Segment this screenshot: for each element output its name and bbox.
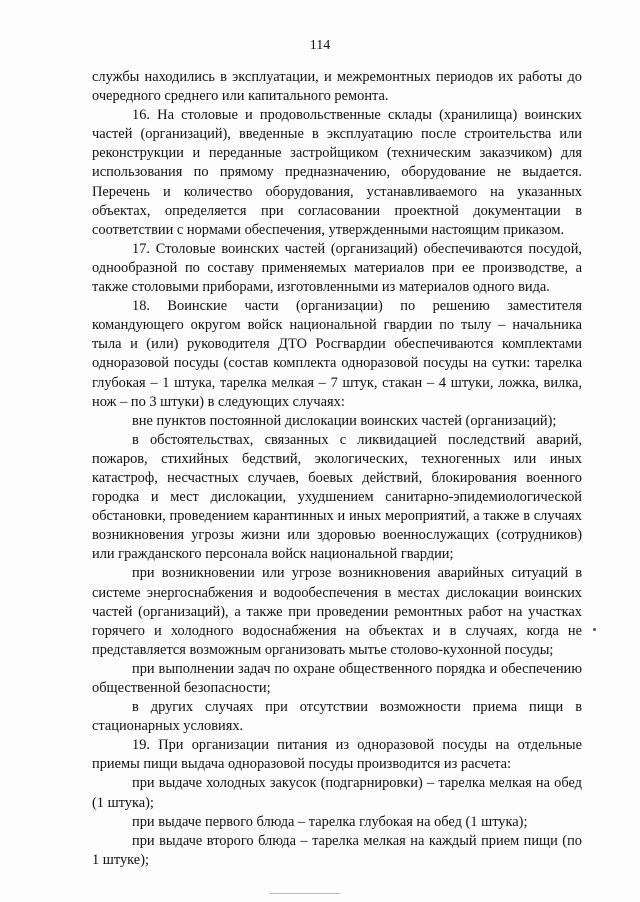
scan-speck bbox=[593, 628, 596, 631]
page-number: 114 bbox=[309, 38, 331, 53]
list-item-public-order: при выполнении задач по охране общественного порядка и обеспечению общественной безопасности; bbox=[92, 660, 582, 696]
list-item-utility-failures: при возникновении или угрозе возникновения аварийных ситуаций в системе энергоснабжения и водообеспечения в местах дислокации воинских частей (организаций), а также при проведении ремонтных работ на участках горячего и холодного водоснабжения на объектах и в случаях, когда не представляется возможным организовать мытье столово-кухонной посуды; bbox=[92, 565, 582, 658]
list-item-emergencies: в обстоятельствах, связанных с ликвидацией последствий аварий, пожаров, стихийных бедствий, экологических, техногенных или иных катастроф, несчастных случаев, боевых действий, блокирования военного городка и мест дислокации, ухудшением санитарно-эпидемиологической обстановки, проведением карантинных и иных мероприятий, а также в случаях возникновения угрозы жизни или здоровью военнослужащих (сотрудников) или гражданского персонала войск национальной гвардии; bbox=[92, 431, 582, 563]
list-item-first-course: при выдаче первого блюда – тарелка глубокая на обед (1 штука); bbox=[132, 813, 528, 830]
list-item-second-course: при выдаче второго блюда – тарелка мелкая на каждый прием пищи (по 1 штуке); bbox=[92, 832, 582, 868]
document-body bbox=[92, 68, 582, 870]
paragraph-19: 19. При организации питания из одноразовой посуды на отдельные приемы пищи выдача одноразовой посуды производится из расчета: bbox=[92, 737, 582, 773]
paragraph-18: 18. Воинские части (организации) по решению заместителя командующего округом войск национальной гвардии по тылу – начальника тыла и (или) руководителя ДТО Росгвардии обеспечиваются комплектами одноразовой посуды (состав комплекта одноразовой посуды на сутки: тарелка глубокая – 1 штука, тарелка мелкая – 7 штук, стакан – 4 штуки, ложка, вилка, нож – по 3 штуки) в следующих случаях: bbox=[92, 298, 582, 410]
list-item-outside-deployment: вне пунктов постоянной дислокации воинских частей (организаций); bbox=[132, 412, 557, 429]
scan-edge-line bbox=[270, 893, 340, 894]
list-item-other-cases: в других случаях при отсутствии возможности приема пищи в стационарных условиях. bbox=[92, 699, 582, 735]
paragraph-16: 16. На столовые и продовольственные склады (хранилища) воинских частей (организаций), введенные в эксплуатацию после строительства или реконструкции и переданные застройщиком (техническим заказчиком) для использования по прямому предназначению, оборудование не выдается. Перечень и количество оборудования, устанавливаемого на указанных объектах, определяется при согласовании проектной документации в соответствии с нормами обеспечения, утвержденными настоящим приказом. bbox=[92, 107, 582, 238]
paragraph-continuation: службы находились в эксплуатации, и межремонтных периодов их работы до очередного среднего или капитального ремонта. bbox=[92, 69, 582, 105]
paragraph-17: 17. Столовые воинских частей (организаций) обеспечиваются посудой, однообразной по составу применяемых материалов при ее производстве, а также столовыми приборами, изготовленными из материалов одного вида. bbox=[92, 240, 582, 296]
list-item-cold-appetizers: при выдаче холодных закусок (подгарнировки) – тарелка мелкая на обед (1 штука); bbox=[92, 775, 582, 811]
